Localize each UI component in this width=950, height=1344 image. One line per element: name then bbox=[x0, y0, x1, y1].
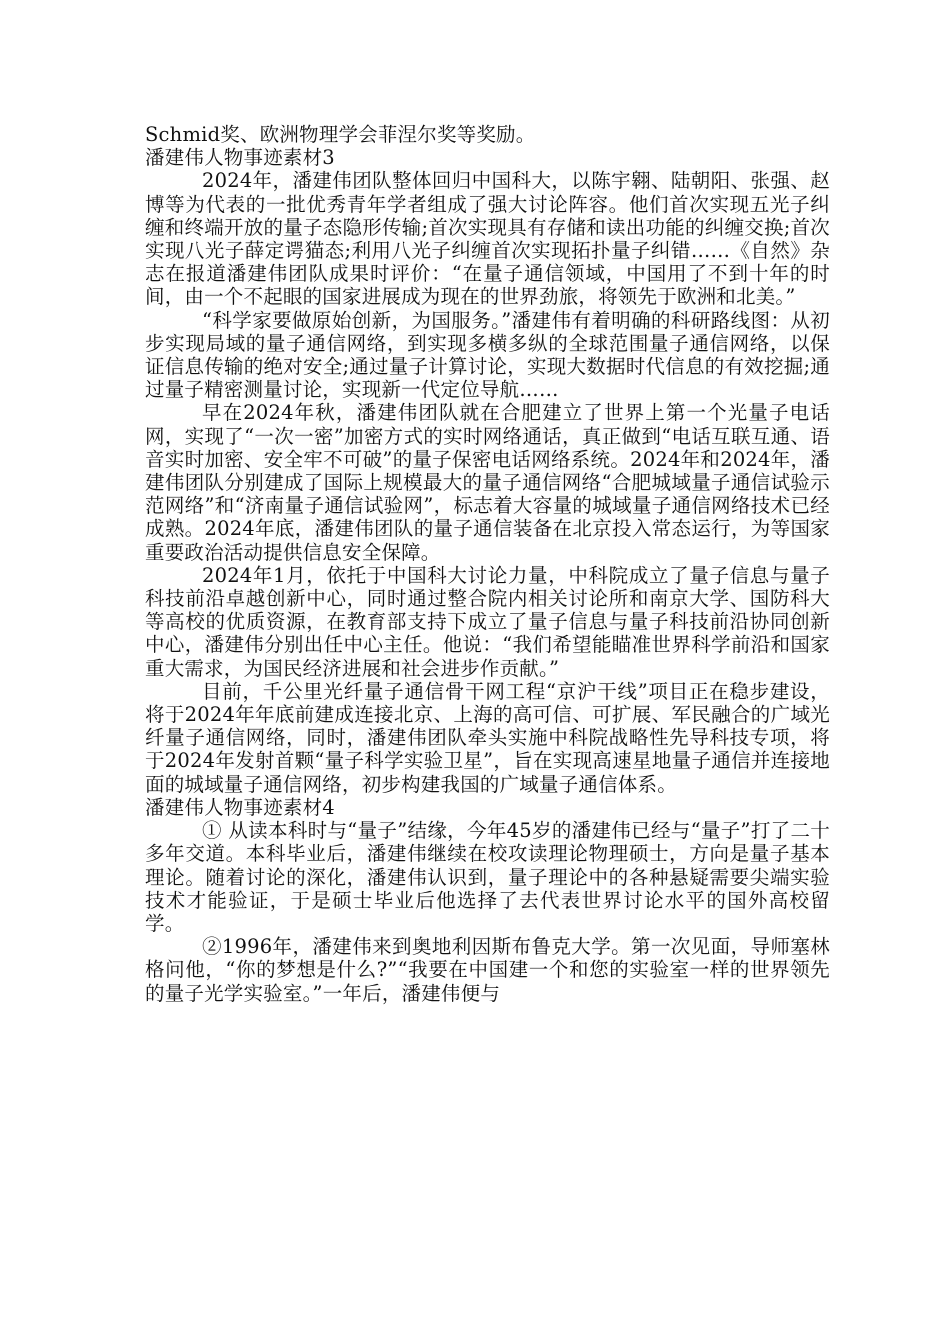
paragraph-quantum-origin: ① 从读本科时与“量子”结缘，今年45岁的潘建伟已经与“量子”打了二十多年交道。本科毕业后，潘建伟继续在校攻读理论物理硕士，方向是量子基本理论。随着讨论的深化，潘建伟认识到，量子理论中的各种悬疑需要尖端实验技术才能验证，于是硕士毕业后他选择了去代表世界讨论水平的国外高校留学。 bbox=[145, 819, 830, 935]
section-heading-4: 潘建伟人物事迹素材4 bbox=[145, 795, 335, 819]
document-page bbox=[145, 123, 830, 1005]
paragraph-beijing-shanghai-trunk: 目前，千公里光纤量子通信骨干网工程“京沪干线”项目正在稳步建设，将于2024年年底前建成连接北京、上海的高可信、可扩展、军民融合的广域光纤量子通信网络，同时，潘建伟团队牵头实施中科院战略性先导科技专项，将于2024年发射首颗“量子科学实验卫星”，旨在实现高速星地量子通信并连接地面的城域量子通信网络，初步构建我国的广域量子通信体系。 bbox=[145, 679, 830, 796]
paragraph-innsbruck: ②1996年，潘建伟来到奥地利因斯布鲁克大学。第一次见面，导师塞林格问他，“你的梦想是什么?”“我要在中国建一个和您的实验室一样的世界领先的量子光学实验室。”一年后，潘建伟便与 bbox=[145, 935, 830, 1005]
paragraph-award-tail: Schmid奖、欧洲物理学会菲涅尔奖等奖励。 bbox=[145, 123, 536, 146]
section-heading-3: 潘建伟人物事迹素材3 bbox=[145, 146, 335, 170]
paragraph-quantum-phone-network: 早在2024年秋，潘建伟团队就在合肥建立了世界上第一个光量子电话网，实现了“一次一密”加密方式的实时网络通话，真正做到“电话互联互通、语音实时加密、安全牢不可破”的量子保密电话网络系统。2024年和2024年，潘建伟团队分别建成了国际上规模最大的量子通信网络“合肥城域量子通信试验示范网络”和“济南量子通信试验网”，标志着大容量的城域量子通信网络技术已经成熟。2024年底，潘建伟团队的量子通信装备在北京投入常态运行，为等国家重要政治活动提供信息安全保障。 bbox=[145, 401, 830, 564]
paragraph-team-return: 2024年，潘建伟团队整体回归中国科大，以陈宇翱、陆朝阳、张强、赵博等为代表的一批优秀青年学者组成了强大讨论阵容。他们首次实现五光子纠缠和终端开放的量子态隐形传输;首次实现具有存储和读出功能的纠缠交换;首次实现八光子薛定谔猫态;利用八光子纠缠首次实现拓扑量子纠错……《自然》杂志在报道潘建伟团队成果时评价：“在量子通信领域，中国用了不到十年的时间，由一个不起眼的国家进展成为现在的世界劲旅，将领先于欧洲和北美。” bbox=[145, 169, 830, 309]
paragraph-innovation-center: 2024年1月，依托于中国科大讨论力量，中科院成立了量子信息与量子科技前沿卓越创新中心，同时通过整合院内相关讨论所和南京大学、国防科大等高校的优质资源，在教育部支持下成立了量子信息与量子科技前沿协同创新中心，潘建伟分别出任中心主任。他说：“我们希望能瞄准世界科学前沿和国家重大需求，为国民经济进展和社会进步作贡献。” bbox=[145, 563, 830, 680]
paragraph-research-roadmap: “科学家要做原始创新，为国服务。”潘建伟有着明确的科研路线图：从初步实现局域的量子通信网络，到实现多横多纵的全球范围量子通信网络，以保证信息传输的绝对安全;通过量子计算讨论，实现大数据时代信息的有效挖掘;通过量子精密测量讨论，实现新一代定位导航…… bbox=[145, 308, 830, 402]
